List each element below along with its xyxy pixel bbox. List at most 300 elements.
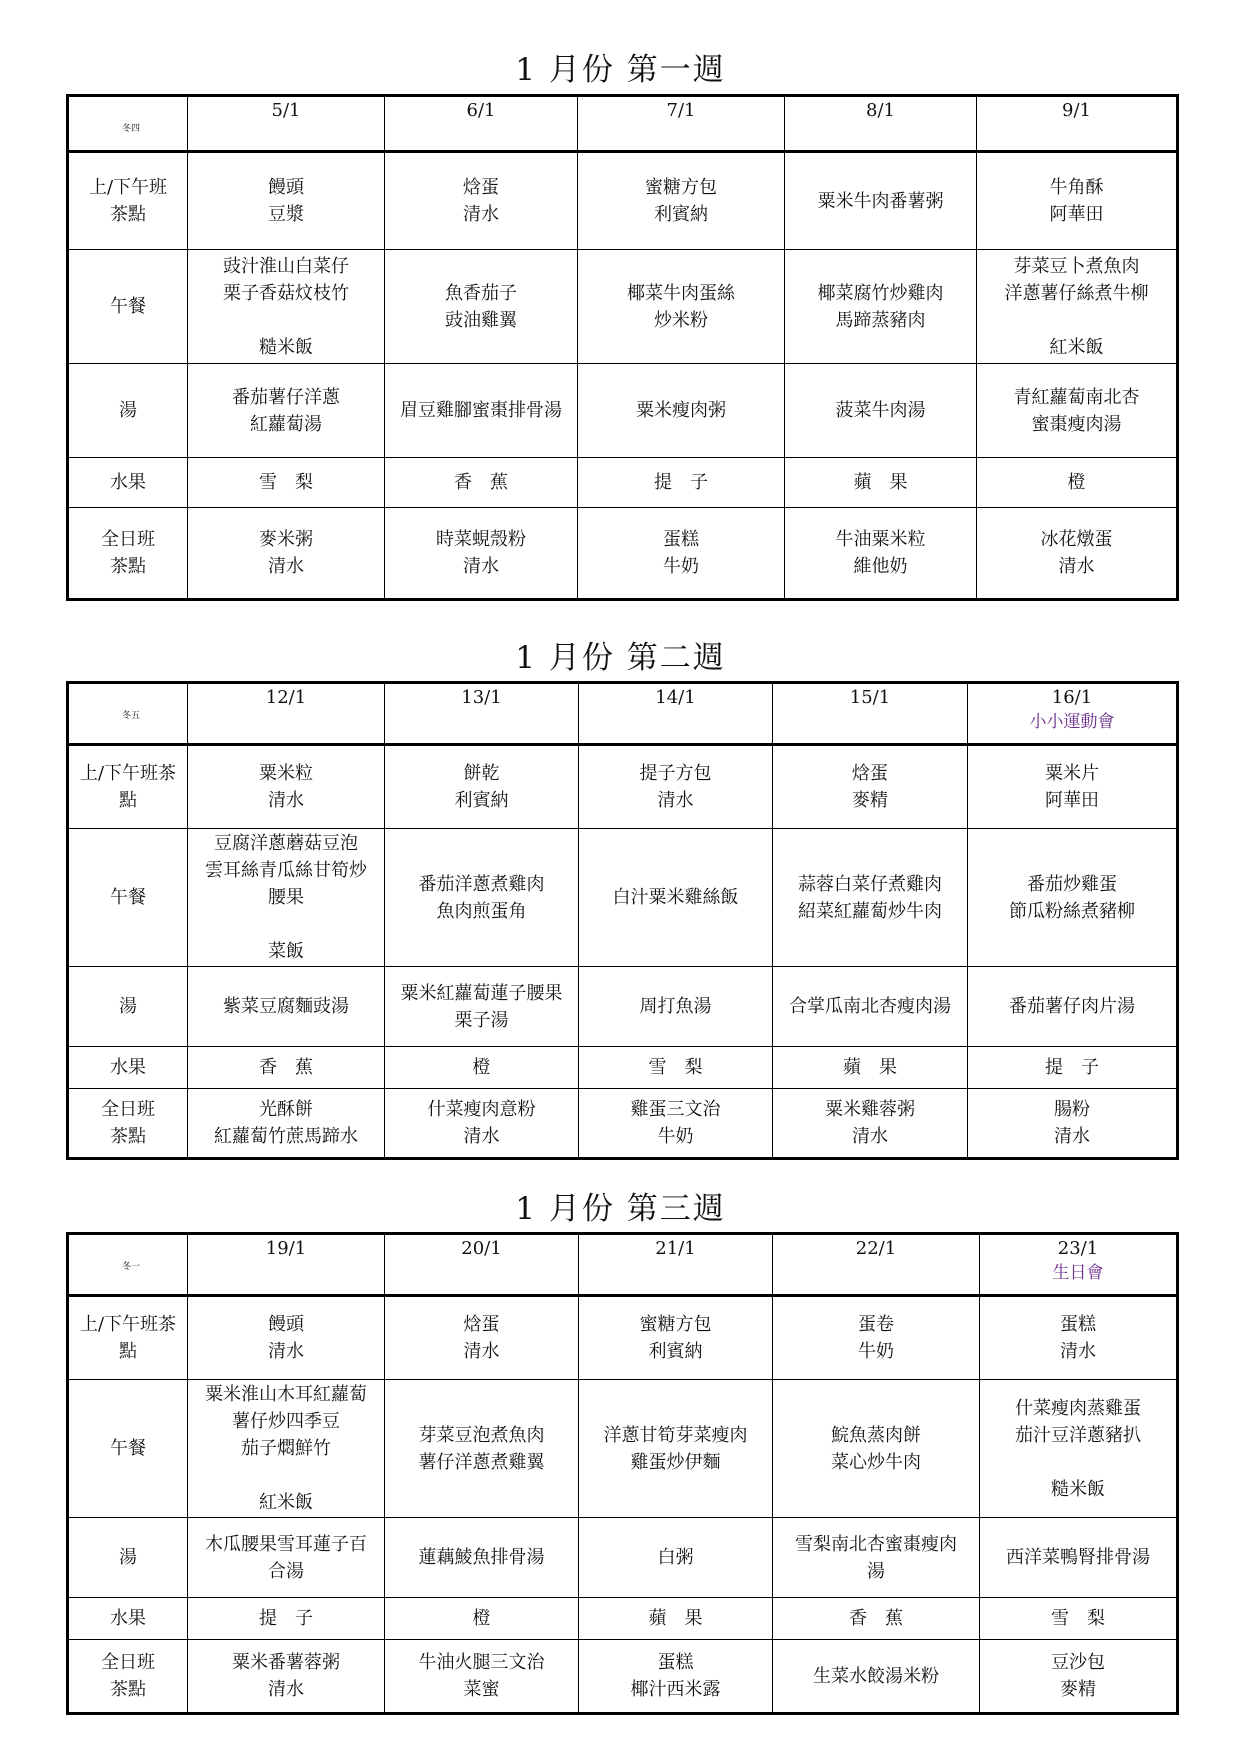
menu-line: 麥米粥	[259, 529, 313, 550]
menu-line: 白粥	[657, 1547, 694, 1568]
menu-line: 牛角酥	[1049, 177, 1104, 198]
day-header	[773, 683, 968, 745]
menu-cell	[578, 364, 785, 458]
menu-cell	[968, 1089, 1178, 1159]
menu-line: 茄子燜鮮竹	[241, 1438, 331, 1459]
menu-row	[68, 1380, 1178, 1518]
menu-line: 豆腐洋蔥蘑菇豆泡	[214, 833, 358, 854]
menu-cell	[578, 250, 785, 364]
menu-cell	[773, 829, 968, 967]
menu-row	[68, 508, 1178, 600]
day-date: 21/1	[655, 1238, 696, 1259]
menu-cell	[977, 364, 1178, 458]
menu-line: 蘋 果	[843, 1057, 897, 1078]
menu-line: 饅頭	[268, 1314, 304, 1335]
menu-cell	[579, 1047, 773, 1089]
menu-row	[68, 829, 1178, 967]
day-date: 22/1	[855, 1238, 897, 1259]
menu-cell	[773, 1380, 980, 1518]
day-header	[773, 1234, 980, 1296]
menu-table	[66, 1232, 1179, 1715]
menu-line: 豆沙包	[1051, 1652, 1105, 1673]
day-header	[980, 1234, 1178, 1296]
menu-cell	[385, 829, 579, 967]
menu-line: 腰果	[268, 887, 304, 908]
menu-table	[66, 681, 1179, 1160]
menu-line: 牛油粟米粒	[835, 529, 926, 550]
menu-line: 雲耳絲青瓜絲甘筍炒	[205, 860, 367, 881]
menu-line: 豆漿	[268, 204, 304, 225]
week-title: 1 月份 第二週	[515, 640, 726, 676]
menu-line: 魚肉煎蛋角	[436, 900, 527, 922]
menu-line	[190, 1462, 382, 1489]
menu-line: 提 子	[1045, 1057, 1099, 1078]
menu-line: 蜜糖方包	[645, 177, 717, 198]
menu-line: 雪梨南北杏蜜棗瘦肉	[795, 1533, 957, 1555]
menu-line: 利賓納	[454, 790, 509, 811]
menu-line: 薯仔洋蔥煮雞翼	[418, 1451, 545, 1473]
menu-line	[190, 911, 382, 938]
menu-line: 芽菜豆卜煮魚肉	[1013, 255, 1140, 277]
menu-cell	[579, 829, 773, 967]
day-date: 15/1	[849, 687, 891, 708]
day-header	[385, 1234, 579, 1296]
day-header	[579, 683, 773, 745]
menu-line: 周打魚湯	[639, 996, 712, 1017]
menu-line: 蒜蓉白菜仔煮雞肉	[798, 873, 942, 895]
menu-line: 牛奶	[858, 1341, 894, 1362]
menu-line: 清水	[463, 204, 499, 225]
menu-cell	[773, 1089, 968, 1159]
menu-line: 冰花燉蛋	[1040, 529, 1113, 550]
menu-cell	[188, 458, 385, 508]
menu-cell	[578, 152, 785, 250]
menu-line: 芽菜豆泡煮魚肉	[418, 1424, 545, 1446]
row-label	[68, 364, 188, 458]
day-event: 生日會	[1052, 1263, 1104, 1283]
menu-cell	[579, 1640, 773, 1714]
menu-line: 茶點	[110, 1126, 146, 1147]
menu-cell	[980, 1296, 1178, 1380]
menu-cell	[385, 1047, 579, 1089]
menu-line: 粟米片	[1045, 763, 1099, 784]
menu-line: 粟米牛肉番薯粥	[817, 190, 944, 212]
menu-cell	[188, 1518, 385, 1598]
day-date: 7/1	[666, 100, 696, 121]
menu-line: 番茄薯仔洋蔥	[232, 386, 340, 408]
day-header	[968, 683, 1178, 745]
menu-cell	[385, 1380, 579, 1518]
term-label: 冬四	[121, 124, 140, 134]
menu-line: 維他奶	[853, 556, 908, 577]
term-cell	[68, 683, 188, 745]
menu-line: 午餐	[110, 296, 146, 317]
menu-cell	[579, 1380, 773, 1518]
menu-line: 清水	[463, 1341, 500, 1362]
menu-line: 利賓納	[648, 1341, 703, 1362]
menu-line: 菜蜜	[463, 1679, 500, 1700]
menu-line: 蘋 果	[648, 1608, 703, 1629]
menu-line: 粟米番薯蓉粥	[232, 1652, 340, 1673]
menu-line: 點	[119, 790, 137, 811]
menu-line: 饅頭	[268, 177, 304, 198]
menu-line: 上/下午班	[88, 177, 168, 198]
menu-line: 栗子湯	[454, 1009, 509, 1031]
menu-line: 紅蘿蔔湯	[250, 413, 322, 435]
menu-cell	[385, 1640, 579, 1714]
row-label	[68, 1640, 188, 1714]
menu-line: 清水	[1054, 1126, 1090, 1147]
row-label	[68, 829, 188, 967]
menu-cell	[385, 1598, 579, 1640]
menu-line: 清水	[268, 556, 304, 577]
menu-line: 菠菜牛肉湯	[835, 400, 926, 421]
menu-line: 清水	[268, 790, 304, 811]
menu-line: 全日班	[101, 529, 155, 550]
menu-row	[68, 152, 1178, 250]
menu-line: 雪 梨	[648, 1057, 703, 1078]
menu-row	[68, 364, 1178, 458]
menu-cell	[785, 364, 977, 458]
menu-cell	[188, 152, 385, 250]
menu-line: 蛋糕	[1060, 1314, 1096, 1335]
menu-cell	[188, 1047, 385, 1089]
menu-cell	[980, 1380, 1178, 1518]
row-label	[68, 458, 188, 508]
menu-line: 上/下午班茶	[79, 763, 177, 784]
menu-line: 阿華田	[1049, 204, 1104, 225]
menu-line: 麥精	[1060, 1679, 1096, 1700]
day-header	[977, 96, 1178, 152]
day-header	[188, 1234, 385, 1296]
menu-line: 牛奶	[657, 1126, 694, 1147]
menu-line: 紫菜豆腐麵豉湯	[223, 996, 349, 1017]
menu-line: 雞蛋三文治	[630, 1099, 721, 1120]
menu-line: 清水	[268, 1679, 304, 1700]
term-cell	[68, 1234, 188, 1296]
menu-cell	[579, 967, 773, 1047]
menu-cell	[385, 250, 578, 364]
menu-cell	[188, 1640, 385, 1714]
menu-line: 焓蛋	[463, 177, 499, 198]
menu-line: 紅米飯	[1049, 336, 1104, 358]
day-date: 12/1	[265, 687, 307, 708]
menu-line: 牛油火腿三文治	[418, 1652, 545, 1673]
menu-row	[68, 458, 1178, 508]
menu-line: 橙	[1067, 472, 1086, 493]
menu-cell	[785, 508, 977, 600]
menu-cell	[188, 250, 385, 364]
row-label	[68, 1518, 188, 1598]
menu-row	[68, 1640, 1178, 1714]
menu-line	[979, 307, 1174, 334]
menu-cell	[385, 1296, 579, 1380]
menu-line: 薯仔炒四季豆	[232, 1411, 340, 1432]
row-label	[68, 1089, 188, 1159]
day-date: 5/1	[271, 100, 301, 121]
day-header	[385, 96, 578, 152]
menu-line: 番茄炒雞蛋	[1027, 873, 1117, 895]
menu-line: 橙	[472, 1608, 491, 1629]
menu-line: 洋蔥薯仔絲煮牛柳	[1004, 282, 1149, 304]
menu-cell	[578, 508, 785, 600]
day-header	[785, 96, 977, 152]
menu-line	[982, 1449, 1174, 1476]
menu-cell	[188, 364, 385, 458]
menu-line: 香 蕉	[849, 1608, 903, 1629]
menu-row	[68, 1047, 1178, 1089]
menu-cell	[773, 1296, 980, 1380]
menu-line: 椰菜腐竹炒雞肉	[817, 282, 944, 304]
menu-cell	[385, 364, 578, 458]
menu-row	[68, 967, 1178, 1047]
menu-line: 什菜瘦肉蒸雞蛋	[1015, 1397, 1141, 1419]
row-label	[68, 745, 188, 829]
menu-line: 雞蛋炒伊麵	[630, 1451, 721, 1473]
menu-cell	[968, 745, 1178, 829]
menu-line: 茶點	[110, 556, 146, 577]
day-header	[385, 683, 579, 745]
menu-row	[68, 1089, 1178, 1159]
menu-cell	[188, 1296, 385, 1380]
menu-line: 湯	[119, 1547, 137, 1568]
day-date: 14/1	[655, 687, 696, 708]
menu-cell	[773, 1047, 968, 1089]
menu-line: 蘋 果	[853, 472, 908, 493]
menu-cell	[188, 508, 385, 600]
menu-cell	[980, 1598, 1178, 1640]
day-date: 23/1	[1057, 1238, 1099, 1259]
menu-cell	[188, 967, 385, 1047]
menu-line: 菜心炒牛肉	[831, 1451, 921, 1473]
menu-line: 麥精	[852, 790, 888, 811]
menu-line: 粟米瘦肉粥	[636, 400, 726, 421]
menu-line: 紅米飯	[259, 1492, 313, 1513]
menu-line: 焓蛋	[463, 1314, 500, 1335]
menu-cell	[385, 458, 578, 508]
menu-row	[68, 745, 1178, 829]
menu-line: 茶點	[110, 204, 146, 225]
menu-line: 湯	[867, 1560, 885, 1582]
menu-row	[68, 1598, 1178, 1640]
menu-line: 蛋糕	[663, 529, 699, 550]
menu-line: 午餐	[110, 1438, 146, 1459]
menu-cell	[579, 1598, 773, 1640]
menu-line: 腸粉	[1054, 1099, 1090, 1120]
menu-cell	[977, 458, 1178, 508]
menu-cell	[579, 1089, 773, 1159]
menu-cell	[579, 1296, 773, 1380]
menu-line: 水果	[110, 1057, 146, 1078]
menu-cell	[385, 967, 579, 1047]
menu-line: 提 子	[259, 1608, 313, 1629]
menu-cell	[188, 1598, 385, 1640]
menu-line: 什菜瘦肉意粉	[427, 1099, 536, 1120]
menu-cell	[773, 1640, 980, 1714]
menu-cell	[773, 745, 968, 829]
menu-line: 餅乾	[463, 763, 500, 784]
menu-line: 菜飯	[268, 941, 304, 962]
day-header	[579, 1234, 773, 1296]
menu-cell	[188, 1380, 385, 1518]
day-header	[188, 96, 385, 152]
menu-line: 炒米粉	[654, 309, 708, 331]
menu-cell	[579, 1518, 773, 1598]
row-label	[68, 1380, 188, 1518]
term-label: 冬五	[121, 711, 140, 721]
menu-line: 豉油雞翼	[445, 309, 517, 331]
menu-cell	[773, 1598, 980, 1640]
menu-line: 眉豆雞腳蜜棗排骨湯	[400, 400, 562, 421]
menu-row	[68, 250, 1178, 364]
menu-line: 蜜糖方包	[639, 1314, 712, 1335]
week-title: 1 月份 第一週	[515, 52, 726, 88]
menu-line: 點	[119, 1341, 137, 1362]
day-date: 9/1	[1062, 100, 1091, 121]
menu-line: 利賓納	[654, 204, 708, 225]
menu-line: 牛奶	[663, 556, 699, 577]
date-header-row	[68, 683, 1178, 745]
menu-line: 粟米粒	[259, 763, 313, 784]
menu-line: 香 蕉	[259, 1057, 313, 1078]
menu-line: 合掌瓜南北杏瘦肉湯	[789, 996, 951, 1017]
menu-line: 清水	[1058, 556, 1095, 577]
menu-cell	[773, 1518, 980, 1598]
menu-line: 鯇魚蒸肉餅	[831, 1424, 921, 1446]
menu-cell	[188, 1089, 385, 1159]
day-header	[578, 96, 785, 152]
menu-line: 栗子香菇炆枝竹	[223, 282, 349, 304]
menu-line: 全日班	[101, 1099, 155, 1120]
day-date: 6/1	[466, 100, 496, 121]
row-label	[68, 508, 188, 600]
menu-line: 椰汁西米露	[630, 1679, 721, 1700]
menu-line: 番茄洋蔥煮雞肉	[418, 873, 545, 895]
week-title: 1 月份 第三週	[515, 1191, 726, 1227]
menu-cell	[188, 829, 385, 967]
menu-cell	[977, 152, 1178, 250]
menu-line: 雪 梨	[1051, 1608, 1105, 1629]
menu-line: 提 子	[654, 472, 708, 493]
menu-line: 香 蕉	[454, 472, 508, 493]
menu-line: 粟米雞蓉粥	[825, 1099, 915, 1120]
menu-line: 焓蛋	[852, 763, 888, 784]
menu-line: 節瓜粉絲煮豬柳	[1009, 900, 1135, 922]
menu-line: 馬蹄蒸豬肉	[835, 309, 926, 331]
menu-line: 粟米淮山木耳紅蘿蔔	[205, 1384, 367, 1405]
day-event: 小小運動會	[1029, 712, 1115, 732]
row-label	[68, 1047, 188, 1089]
day-date: 16/1	[1051, 687, 1093, 708]
menu-line: 紹菜紅蘿蔔炒牛肉	[798, 900, 942, 922]
menu-line: 椰菜牛肉蛋絲	[627, 282, 735, 304]
menu-line: 午餐	[110, 887, 146, 908]
row-label	[68, 1598, 188, 1640]
menu-line: 糙米飯	[259, 336, 313, 358]
row-label	[68, 250, 188, 364]
menu-line: 茶點	[110, 1679, 146, 1700]
menu-line: 橙	[472, 1057, 491, 1078]
term-label: 冬一	[121, 1262, 140, 1272]
menu-cell	[968, 829, 1178, 967]
menu-line: 上/下午班茶	[79, 1314, 177, 1335]
menu-line: 湯	[119, 996, 137, 1017]
menu-cell	[385, 152, 578, 250]
menu-cell	[968, 967, 1178, 1047]
menu-line: 洋蔥甘筍芽菜瘦肉	[603, 1424, 748, 1446]
menu-cell	[188, 745, 385, 829]
menu-line: 蜜棗瘦肉湯	[1031, 413, 1122, 435]
menu-cell	[980, 1518, 1178, 1598]
menu-line: 水果	[110, 472, 146, 493]
menu-line: 雪 梨	[259, 472, 313, 493]
menu-line: 紅蘿蔔竹蔗馬蹄水	[214, 1126, 358, 1147]
menu-cell	[385, 508, 578, 600]
menu-row	[68, 1296, 1178, 1380]
menu-cell	[980, 1640, 1178, 1714]
menu-line	[190, 307, 382, 334]
menu-line: 茄汁豆洋蔥豬扒	[1015, 1424, 1141, 1446]
menu-line: 番茄薯仔肉片湯	[1009, 996, 1135, 1017]
menu-row	[68, 1518, 1178, 1598]
menu-line: 蓮藕鯪魚排骨湯	[418, 1547, 545, 1568]
menu-line: 清水	[657, 790, 694, 811]
term-cell	[68, 96, 188, 152]
menu-line: 木瓜腰果雪耳蓮子百	[205, 1533, 367, 1555]
menu-line: 清水	[1060, 1341, 1096, 1362]
menu-line: 魚香茄子	[445, 282, 517, 304]
date-header-row	[68, 96, 1178, 152]
menu-line: 提子方包	[639, 763, 712, 784]
menu-line: 白汁粟米雞絲飯	[612, 887, 739, 908]
menu-line: 清水	[463, 1126, 500, 1147]
menu-cell	[385, 1089, 579, 1159]
menu-line: 全日班	[101, 1652, 155, 1673]
menu-cell	[785, 458, 977, 508]
menu-cell	[579, 745, 773, 829]
menu-line: 糙米飯	[1051, 1478, 1105, 1500]
menu-line: 清水	[463, 556, 499, 577]
day-date: 19/1	[265, 1238, 307, 1259]
day-date: 20/1	[461, 1238, 502, 1259]
menu-cell	[385, 745, 579, 829]
menu-line: 光酥餅	[259, 1099, 313, 1120]
menu-cell	[785, 250, 977, 364]
menu-cell	[785, 152, 977, 250]
menu-line: 生菜水餃湯米粉	[813, 1665, 939, 1687]
row-label	[68, 967, 188, 1047]
date-header-row	[68, 1234, 1178, 1296]
menu-cell	[773, 967, 968, 1047]
day-header	[188, 683, 385, 745]
menu-line: 湯	[119, 400, 137, 421]
menu-line: 清水	[268, 1341, 304, 1362]
row-label	[68, 152, 188, 250]
menu-line: 粟米紅蘿蔔蓮子腰果	[400, 982, 563, 1004]
menu-line: 西洋菜鴨腎排骨湯	[1006, 1547, 1150, 1568]
menu-cell	[977, 250, 1178, 364]
menu-line: 青紅蘿蔔南北杏	[1013, 386, 1140, 408]
menu-line: 清水	[852, 1126, 888, 1147]
menu-cell	[968, 1047, 1178, 1089]
row-label	[68, 1296, 188, 1380]
menu-cell	[578, 458, 785, 508]
menu-line: 蛋糕	[657, 1652, 694, 1673]
day-date: 13/1	[461, 687, 502, 708]
menu-cell	[385, 1518, 579, 1598]
menu-table	[66, 94, 1179, 601]
day-date: 8/1	[866, 100, 895, 121]
